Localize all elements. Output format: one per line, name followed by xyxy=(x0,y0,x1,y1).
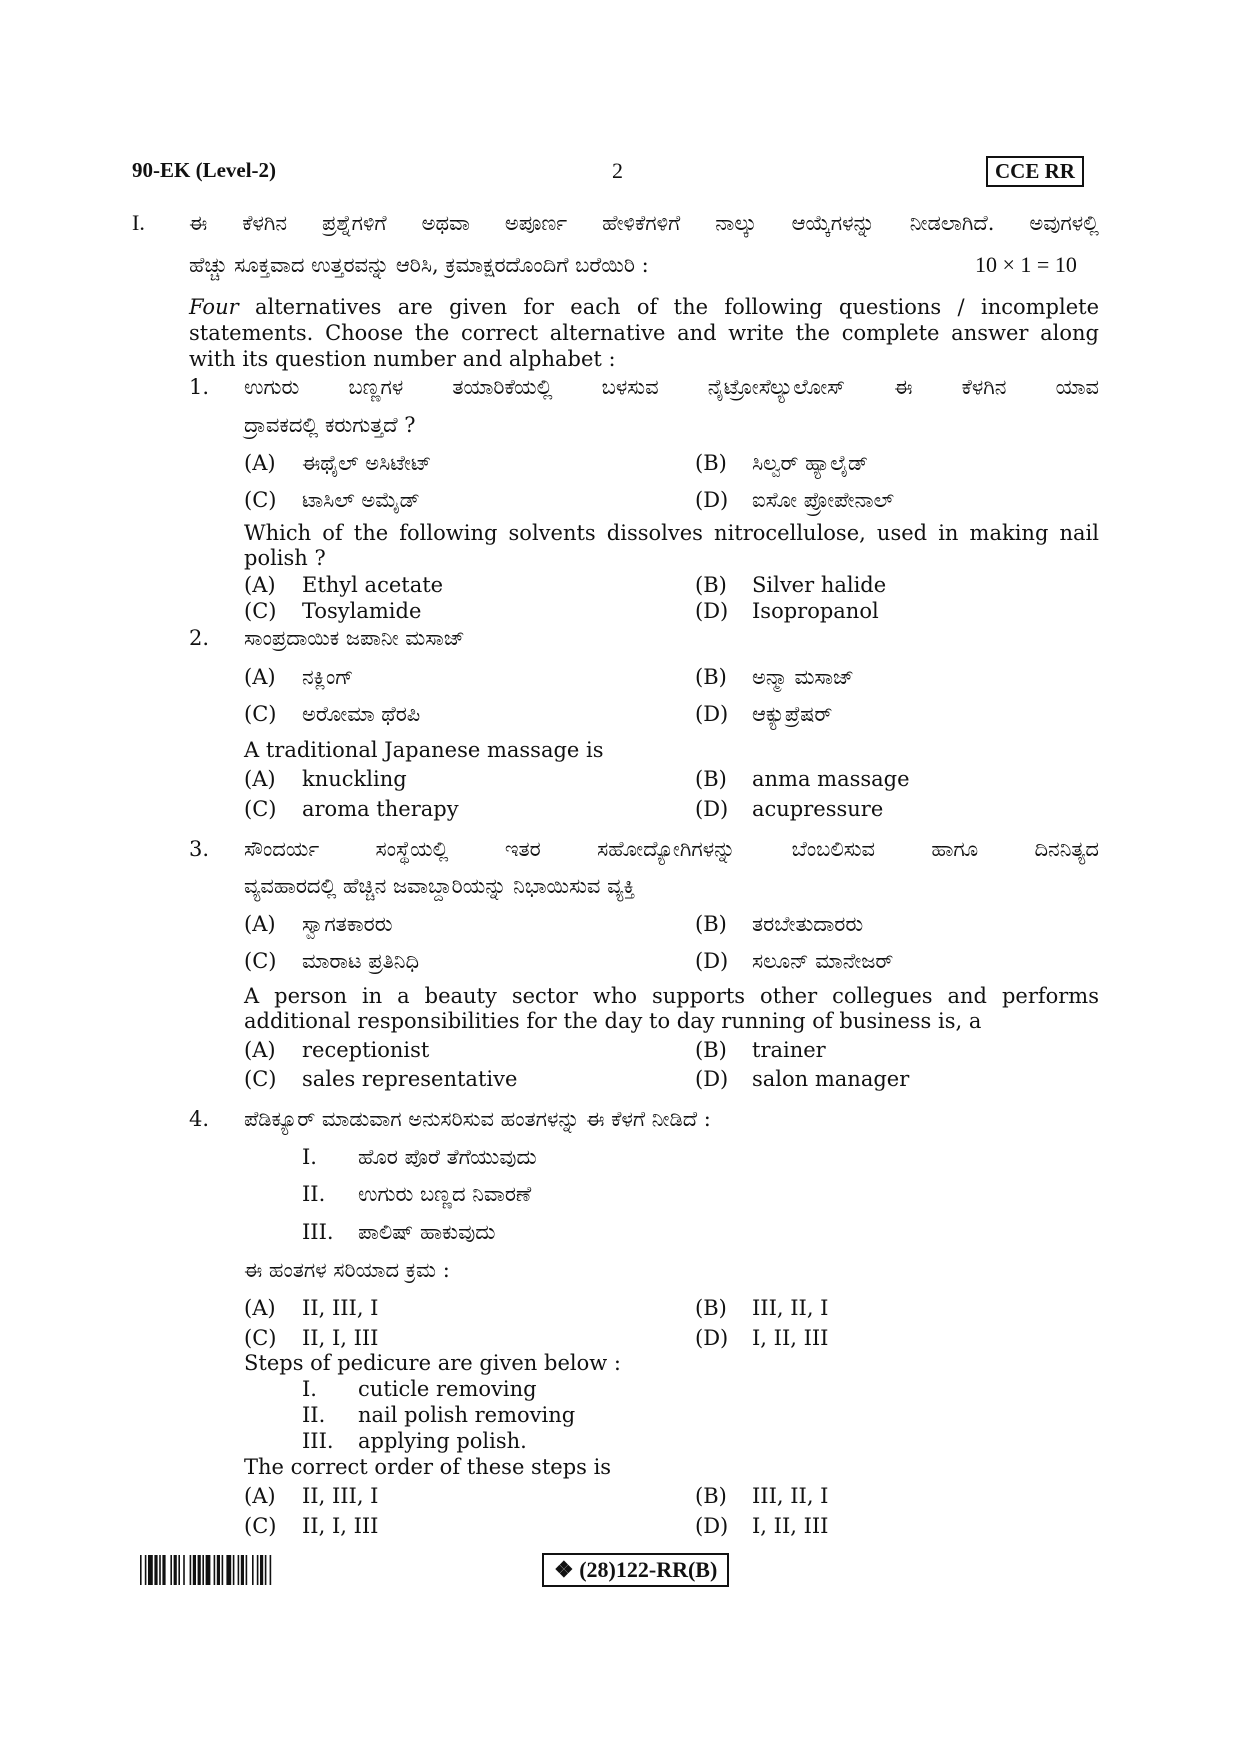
q4-en-step-label-3: III. xyxy=(302,1429,334,1453)
q4-kn-step-2: ಉಗುರು ಬಣ್ಣದ ನಿವಾರಣೆ xyxy=(358,1182,532,1206)
q2-en-label-b: (B) xyxy=(695,767,727,791)
instruction-en-line1-rest: alternatives are given for each of the following questions / incomplete xyxy=(238,295,1099,319)
q1-kn-option-d: ಐಸೋ ಪ್ರೋಪೇನಾಲ್ xyxy=(752,488,894,512)
q3-kn-label-b: (B) xyxy=(695,912,727,936)
q2-kn-option-a: ನಕ್ಲಿಂಗ್ xyxy=(302,665,354,689)
q2-en-option-a: knuckling xyxy=(302,767,407,791)
q4-kn-step-label-1: I. xyxy=(302,1145,317,1169)
q1-kn-label-c: (C) xyxy=(244,488,277,512)
barcode xyxy=(140,1555,380,1585)
q3-en-option-d: salon manager xyxy=(752,1067,910,1091)
q4-kn-step-3: ಪಾಲಿಷ್ ಹಾಕುವುದು xyxy=(358,1220,496,1244)
q1-kn-line1: ಉಗುರು ಬಣ್ಣಗಳ ತಯಾರಿಕೆಯಲ್ಲಿ ಬಳಸುವ ನೈಟ್ರೋಸೆಲ್ಯುಲೋಸ್ ಈ ಕೆಳಗಿನ ಯಾವ xyxy=(244,375,1099,399)
marks-allocation: 10 × 1 = 10 xyxy=(975,252,1077,277)
instruction-en-italic: Four xyxy=(189,295,239,319)
q4-en-step-label-2: II. xyxy=(302,1403,326,1427)
cce-rr-box: CCE RR xyxy=(986,156,1084,187)
q1-en-option-c: Tosylamide xyxy=(302,599,422,623)
q4-en-step-2: nail polish removing xyxy=(358,1403,576,1427)
q2-en-label-c: (C) xyxy=(244,797,277,821)
q3-en-option-b: trainer xyxy=(752,1038,826,1062)
q3-kn-option-d: ಸಲೂನ್ ಮಾನೇಜರ್ xyxy=(752,949,894,973)
q1-en-label-c: (C) xyxy=(244,599,277,623)
q2-kn-label-b: (B) xyxy=(695,665,727,689)
q3-en-line2: additional responsibilities for the day to day running of business is, a xyxy=(244,1009,982,1033)
q4-en-line1: Steps of pedicure are given below : xyxy=(244,1351,621,1375)
instruction-kn-line2: ಹೆಚ್ಚು ಸೂಕ್ತವಾದ ಉತ್ತರವನ್ನು ಆರಿಸಿ, ಕ್ರಮಾಕ್ಷರದೊಂದಿಗೆ ಬರೆಯಿರಿ : xyxy=(189,253,649,277)
q4-number: 4. xyxy=(189,1107,210,1131)
q2-en-option-c: aroma therapy xyxy=(302,797,459,821)
q4-kn-step-label-3: III. xyxy=(302,1220,334,1244)
q1-kn-option-b: ಸಿಲ್ವರ್ ಹ್ಯಾಲೈಡ್ xyxy=(752,451,869,475)
q2-en-option-d: acupressure xyxy=(752,797,884,821)
q2-en-line1: A traditional Japanese massage is xyxy=(244,738,604,762)
q2-number: 2. xyxy=(189,626,210,650)
q1-en-label-d: (D) xyxy=(695,599,729,623)
q4-en-step-3: applying polish. xyxy=(358,1429,527,1453)
q2-kn-option-c: ಅರೋಮಾ ಥೆರಪಿ xyxy=(302,702,421,726)
q4-kn-label-b: (B) xyxy=(695,1296,727,1320)
instruction-en-line3: with its question number and alphabet : xyxy=(189,347,616,371)
q4-kn-option-d: I, II, III xyxy=(752,1326,829,1350)
q4-en-order: The correct order of these steps is xyxy=(244,1455,612,1479)
q1-kn-label-d: (D) xyxy=(695,488,729,512)
q3-kn-label-a: (A) xyxy=(244,912,276,936)
q4-en-step-1: cuticle removing xyxy=(358,1377,537,1401)
q2-kn-label-a: (A) xyxy=(244,665,276,689)
q3-en-label-d: (D) xyxy=(695,1067,729,1091)
q1-en-option-b: Silver halide xyxy=(752,573,887,597)
q1-en-line2: polish ? xyxy=(244,546,326,570)
q3-en-label-c: (C) xyxy=(244,1067,277,1091)
instruction-en-line2: statements. Choose the correct alternative and write the complete answer along xyxy=(189,321,1099,345)
q3-kn-option-b: ತರಬೇತುದಾರರು xyxy=(752,912,864,936)
q4-en-step-label-1: I. xyxy=(302,1377,317,1401)
q1-kn-label-a: (A) xyxy=(244,451,276,475)
q3-en-line1: A person in a beauty sector who supports other collegues and performs xyxy=(244,984,1099,1008)
q4-en-label-d: (D) xyxy=(695,1514,729,1538)
q1-en-label-b: (B) xyxy=(695,573,727,597)
q4-kn-step-1: ಹೊರ ಪೊರೆ ತೆಗೆಯುವುದು xyxy=(358,1145,537,1169)
q2-en-option-b: anma massage xyxy=(752,767,910,791)
q1-kn-label-b: (B) xyxy=(695,451,727,475)
q3-kn-line1: ಸೌಂದರ್ಯ ಸಂಸ್ಥೆಯಲ್ಲಿ ಇತರ ಸಹೋದ್ಯೋಗಿಗಳನ್ನು ಬೆಂಬಲಿಸುವ ಹಾಗೂ ದಿನನಿತ್ಯದ xyxy=(244,837,1099,861)
q4-kn-line1: ಪೆಡಿಕ್ಯೂರ್ ಮಾಡುವಾಗ ಅನುಸರಿಸುವ ಹಂತಗಳನ್ನು ಈ ಕೆಳಗೆ ನೀಡಿದೆ : xyxy=(244,1107,711,1131)
q3-kn-option-a: ಸ್ವಾಗತಕಾರರು xyxy=(302,912,393,936)
q4-kn-label-d: (D) xyxy=(695,1326,729,1350)
q4-en-label-b: (B) xyxy=(695,1484,727,1508)
q1-en-label-a: (A) xyxy=(244,573,276,597)
q2-en-label-d: (D) xyxy=(695,797,729,821)
q4-en-option-b: III, II, I xyxy=(752,1484,829,1508)
q4-en-label-c: (C) xyxy=(244,1514,277,1538)
q4-en-option-a: II, III, I xyxy=(302,1484,379,1508)
instruction-en-line1 xyxy=(189,294,1099,320)
instruction-kn-line1: ಈ ಕೆಳಗಿನ ಪ್ರಶ್ನೆಗಳಿಗೆ ಅಥವಾ ಅಪೂರ್ಣ ಹೇಳಿಕೆಗಳಿಗೆ ನಾಲ್ಕು ಆಯ್ಕೆಗಳನ್ನು ನೀಡಲಾಗಿದೆ. ಅವುಗಳಲ್ಲಿ xyxy=(189,211,1099,235)
q1-kn-option-a: ಈಥೈಲ್ ಅಸಿಟೇಟ್ xyxy=(302,451,432,475)
q4-kn-order: ಈ ಹಂತಗಳ ಸರಿಯಾದ ಕ್ರಮ : xyxy=(244,1258,450,1282)
page-number: 2 xyxy=(612,158,623,183)
q1-en-option-d: Isopropanol xyxy=(752,599,879,623)
q4-kn-option-b: III, II, I xyxy=(752,1296,829,1320)
q3-kn-line2: ವ್ಯವಹಾರದಲ್ಲಿ ಹೆಚ್ಚಿನ ಜವಾಬ್ದಾರಿಯನ್ನು ನಿಭಾಯಿಸುವ ವ್ಯಕ್ತಿ xyxy=(244,874,636,898)
q4-kn-option-a: II, III, I xyxy=(302,1296,379,1320)
q3-kn-option-c: ಮಾರಾಟ ಪ್ರತಿನಿಧಿ xyxy=(302,949,420,973)
q2-kn-label-d: (D) xyxy=(695,702,729,726)
q2-kn-label-c: (C) xyxy=(244,702,277,726)
q4-kn-label-c: (C) xyxy=(244,1326,277,1350)
booklet-code: ❖ (28)122-RR(B) xyxy=(542,1553,729,1587)
q3-kn-label-c: (C) xyxy=(244,949,277,973)
q4-en-option-d: I, II, III xyxy=(752,1514,829,1538)
q3-en-label-b: (B) xyxy=(695,1038,727,1062)
q2-kn-option-b: ಅನ್ಮಾ ಮಸಾಜ್ xyxy=(752,665,854,689)
q1-kn-option-c: ಟಾಸಿಲ್ ಅಮೈಡ್ xyxy=(302,488,420,512)
q3-kn-label-d: (D) xyxy=(695,949,729,973)
q3-en-option-a: receptionist xyxy=(302,1038,430,1062)
q1-en-line1: Which of the following solvents dissolves nitrocellulose, used in making nail xyxy=(244,521,1099,545)
q3-en-label-a: (A) xyxy=(244,1038,276,1062)
q2-kn-option-d: ಆಕ್ಯುಪ್ರೆಷರ್ xyxy=(752,702,833,726)
q1-kn-line2: ದ್ರಾವಕದಲ್ಲಿ ಕರುಗುತ್ತದೆ ? xyxy=(244,413,416,437)
q4-kn-label-a: (A) xyxy=(244,1296,276,1320)
q4-kn-step-label-2: II. xyxy=(302,1182,326,1206)
q4-en-label-a: (A) xyxy=(244,1484,276,1508)
q4-kn-option-c: II, I, III xyxy=(302,1326,379,1350)
q3-number: 3. xyxy=(189,837,210,861)
q2-en-label-a: (A) xyxy=(244,767,276,791)
q1-number: 1. xyxy=(189,375,210,399)
section-number: I. xyxy=(132,210,145,235)
q4-en-option-c: II, I, III xyxy=(302,1514,379,1538)
paper-code: 90-EK (Level-2) xyxy=(132,158,277,182)
q1-en-option-a: Ethyl acetate xyxy=(302,573,444,597)
q2-kn-line1: ಸಾಂಪ್ರದಾಯಿಕ ಜಪಾನೀ ಮಸಾಜ್ xyxy=(244,626,465,650)
q3-en-option-c: sales representative xyxy=(302,1067,518,1091)
